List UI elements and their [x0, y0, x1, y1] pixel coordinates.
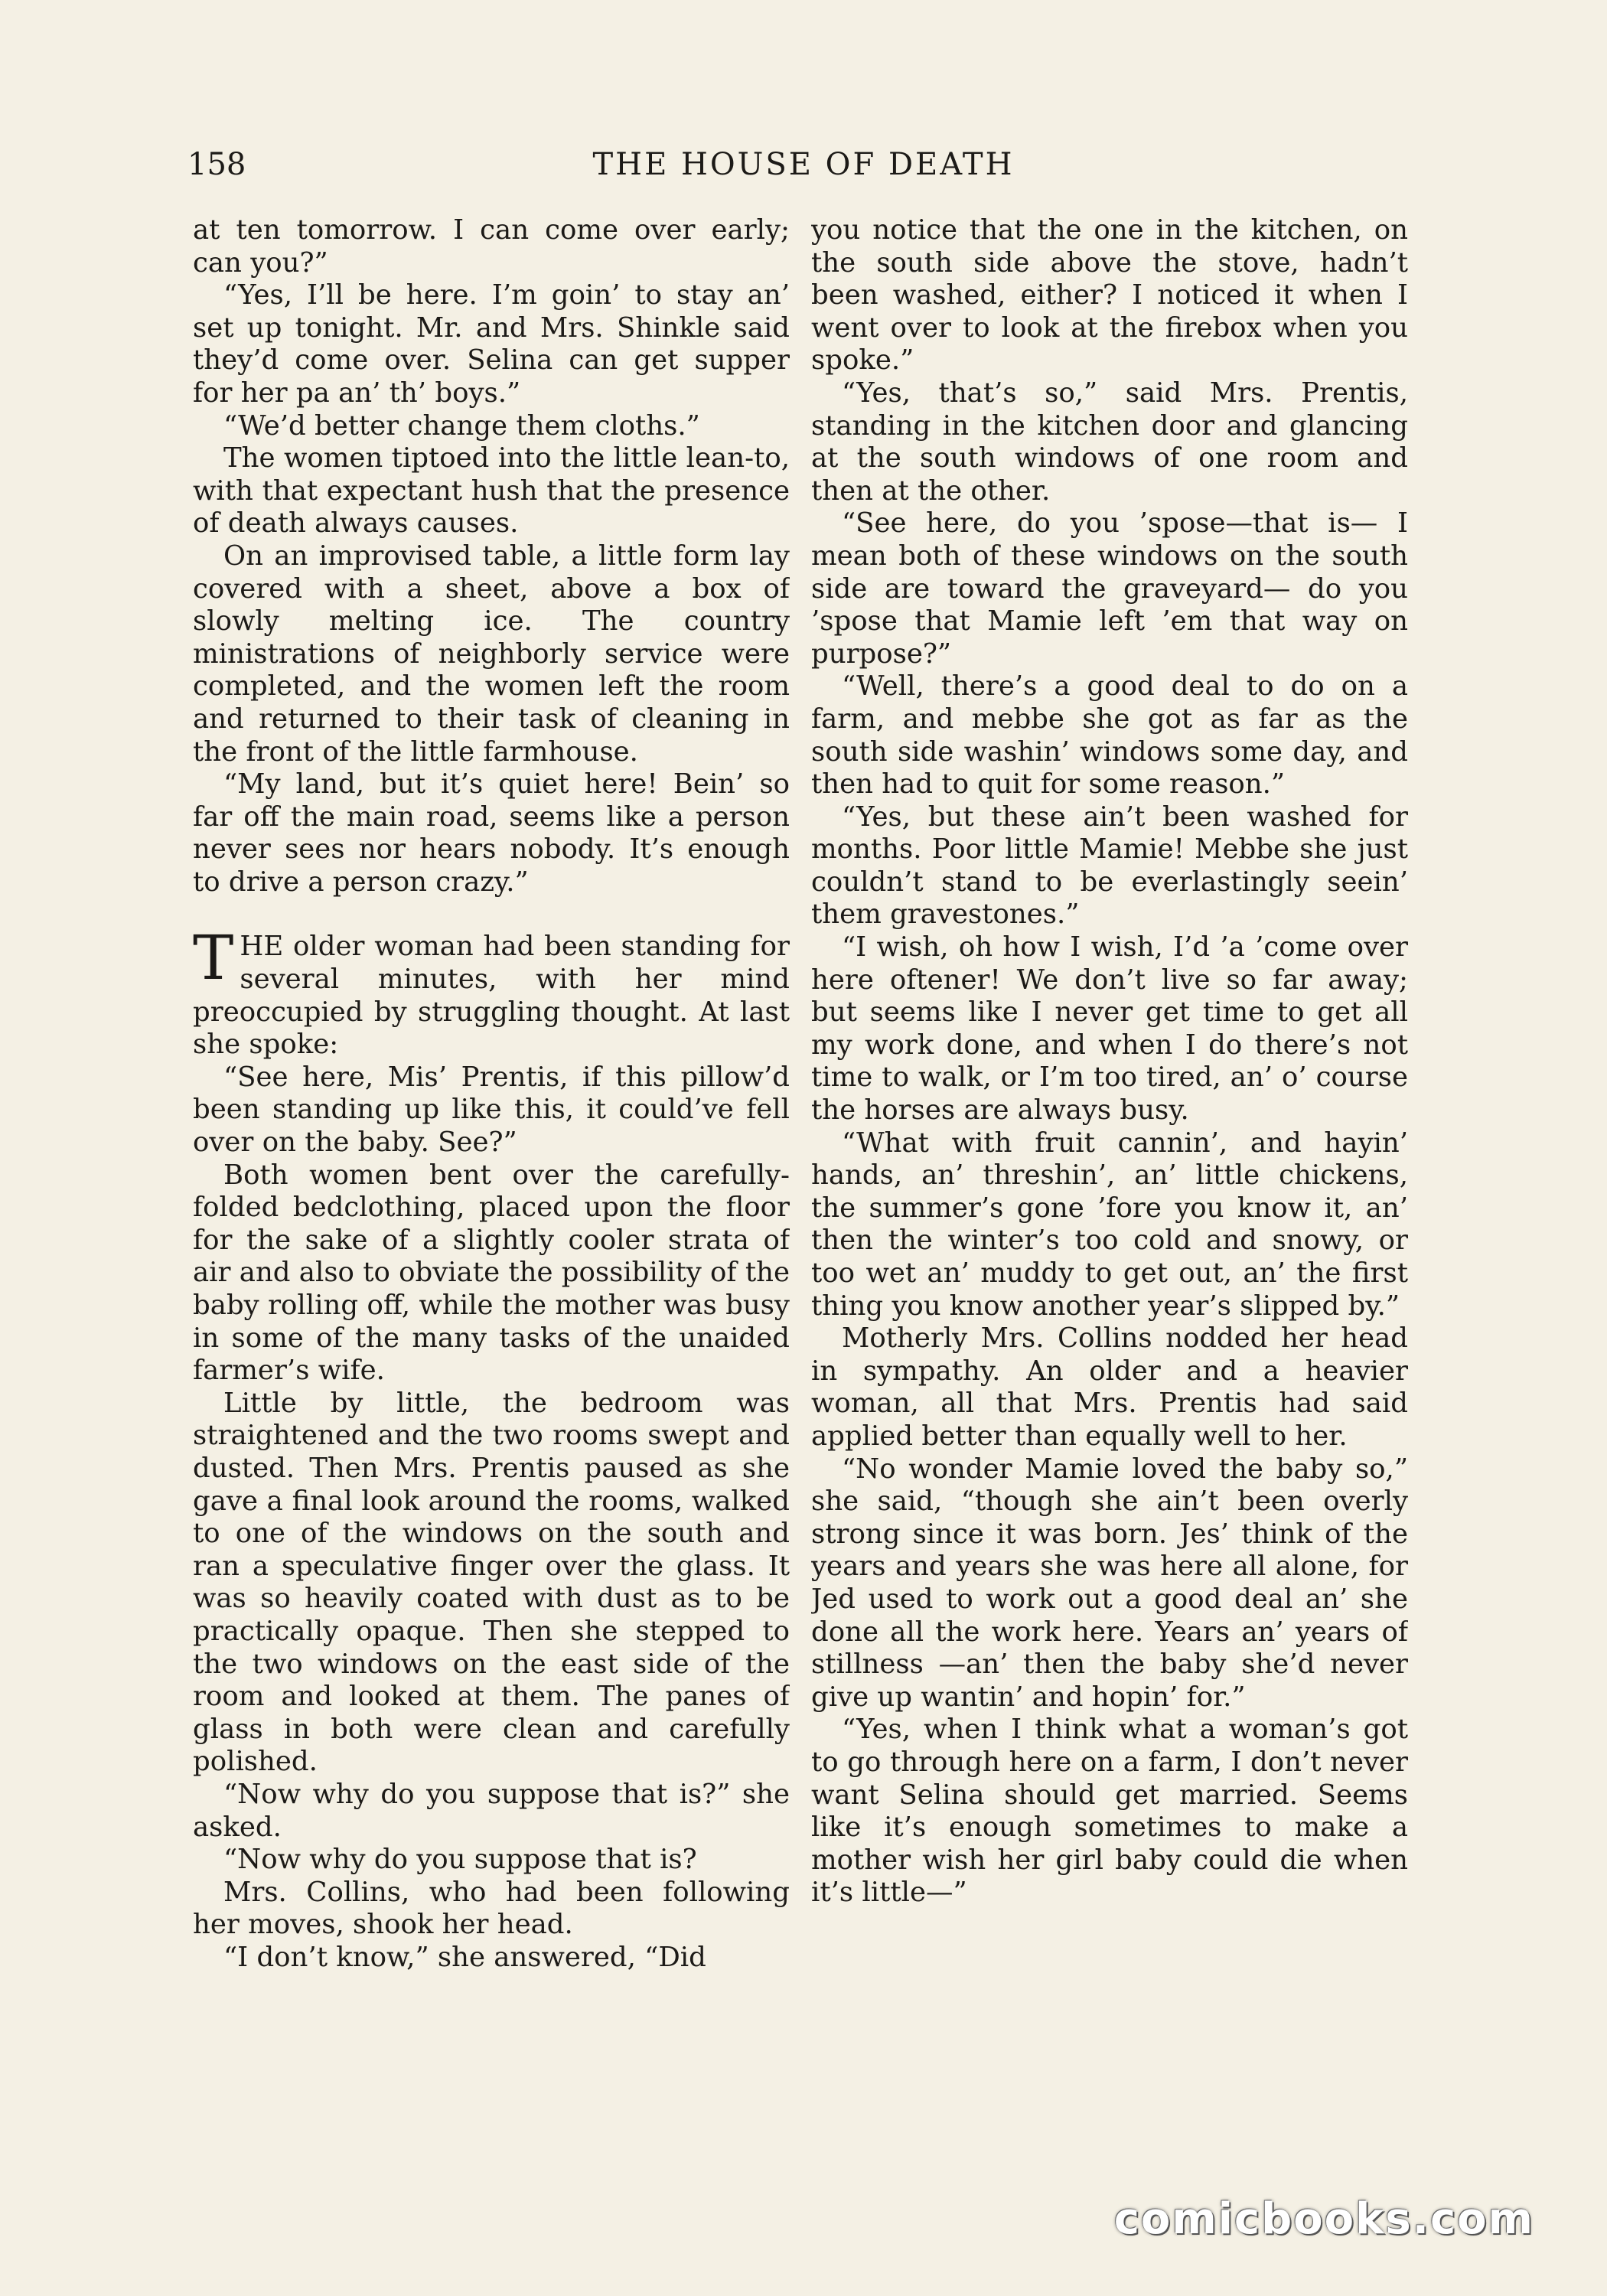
paragraph: Motherly Mrs. Collins nodded her head in sympathy. An older and a heavier woman, all that Mrs. Prentis had said applied better than equally well to her. — [811, 1322, 1408, 1452]
paragraph: “No wonder Mamie loved the baby so,” she said, “though she ain’t been overly strong since it was born. Jes’ think of the years and years she was here all alone, for Jed used to work out a good deal an’ she done all the work here. Years an’ years of stillness —an’ then the baby she’d never give up wantin’ and hopin’ for.” — [811, 1453, 1408, 1713]
page-header — [187, 145, 1420, 191]
paragraph: “Yes, but these ain’t been washed for months. Poor little Mamie! Mebbe she just couldn’t stand to be everlastingly seein’ them gravestones.” — [811, 801, 1408, 931]
paragraph: “Yes, when I think what a woman’s got to go through here on a farm, I don’t never want Selina should get married. Seems like it’s enough sometimes to make a mother wish her girl baby could die when it’s little—” — [811, 1714, 1408, 1909]
paragraph: “My land, but it’s quiet here! Bein’ so far off the main road, seems like a person never sees nor hears nobody. It’s enough to drive a person crazy.” — [193, 768, 790, 898]
paragraph: Both women bent over the carefully-folded bedclothing, placed upon the floor for the sake of a slightly cooler strata of air and also to obviate the possibility of the baby rolling off, while the mother was busy in some of the many tasks of the unaided farmer’s wife. — [193, 1159, 790, 1387]
page-number: 158 — [187, 147, 246, 182]
paragraph: “I wish, oh how I wish, I’d ’a ’come over here oftener! We don’t live so far away; but seems like I never get time to get all my work done, and when I do there’s not time to walk, or I’m too tired, an’ o’ course the horses are always busy. — [811, 931, 1408, 1127]
paragraph: “What with fruit cannin’, and hayin’ hands, an’ threshin’, an’ little chickens, the summer’s gone ’fore you know it, an’ then the winter’s too cold and snowy, or too wet an’ muddy to get out, an’ the first thing you know another year’s slipped by.” — [811, 1127, 1408, 1322]
paragraph: “Well, there’s a good deal to do on a farm, and mebbe she got as far as the south side washin’ windows some day, and then had to quit for some reason.” — [811, 670, 1408, 801]
right-column — [811, 214, 1408, 2066]
paragraph: “Yes, that’s so,” said Mrs. Prentis, standing in the kitchen door and glancing at the south windows of one room and then at the other. — [811, 377, 1408, 507]
paragraph: “We’d better change them cloths.” — [223, 409, 700, 442]
running-head: THE HOUSE OF DEATH — [592, 147, 1015, 182]
paragraph: at ten tomorrow. I can come over early; can you?” — [193, 214, 790, 279]
paragraph: “I don’t know,” she answered, “Did — [223, 1941, 706, 1973]
paragraph: “Now why do you suppose that is?” she asked. — [193, 1778, 790, 1843]
paragraph: “See here, Mis’ Prentis, if this pillow’d been standing up like this, it could’ve fell over on the baby. See?” — [193, 1061, 790, 1159]
paragraph: you notice that the one in the kitchen, on the south side above the stove, hadn’t been washed, either? I noticed it when I went over to look at the firebox when you spoke.” — [811, 214, 1408, 377]
paragraph: “Now why do you suppose that is? — [223, 1844, 697, 1876]
left-column — [193, 214, 790, 2066]
paragraph: “See here, do you ’spose—that is— I mean both of these windows on the south side are toward the graveyard— do you ’spose that Mamie left ’em that way on purpose?” — [811, 507, 1408, 670]
section-start-paragraph: THE older woman had been standing for several minutes, with her mind preoccupied by struggling thought. At last she spoke: — [193, 922, 790, 1061]
paragraph: On an improvised table, a little form lay covered with a sheet, above a box of slowly melting ice. The country ministrations of neighborly service were completed, and the women left the room and returned to their task of cleaning in the front of the little farmhouse. — [193, 540, 790, 768]
paragraph: “Yes, I’ll be here. I’m goin’ to stay an’ set up tonight. Mr. and Mrs. Shinkle said they’d come over. Selina can get supper for her pa an’ th’ boys.” — [193, 279, 790, 409]
paragraph: The women tiptoed into the little lean-to, with that expectant hush that the presence of death always causes. — [193, 442, 790, 540]
paragraph: Little by little, the bedroom was straightened and the two rooms swept and dusted. Then Mrs. Prentis paused as she gave a final look around the rooms, walked to one of the windows on the south and ran a speculative finger over the glass. It was so heavily coated with dust as to be practically opaque. Then she stepped to the two windows on the east side of the room and looked at them. The panes of glass in both were clean and carefully polished. — [193, 1387, 790, 1778]
watermark: comicbooks.com — [1113, 2194, 1534, 2244]
paragraph: Mrs. Collins, who had been following her moves, shook her head. — [193, 1876, 790, 1941]
